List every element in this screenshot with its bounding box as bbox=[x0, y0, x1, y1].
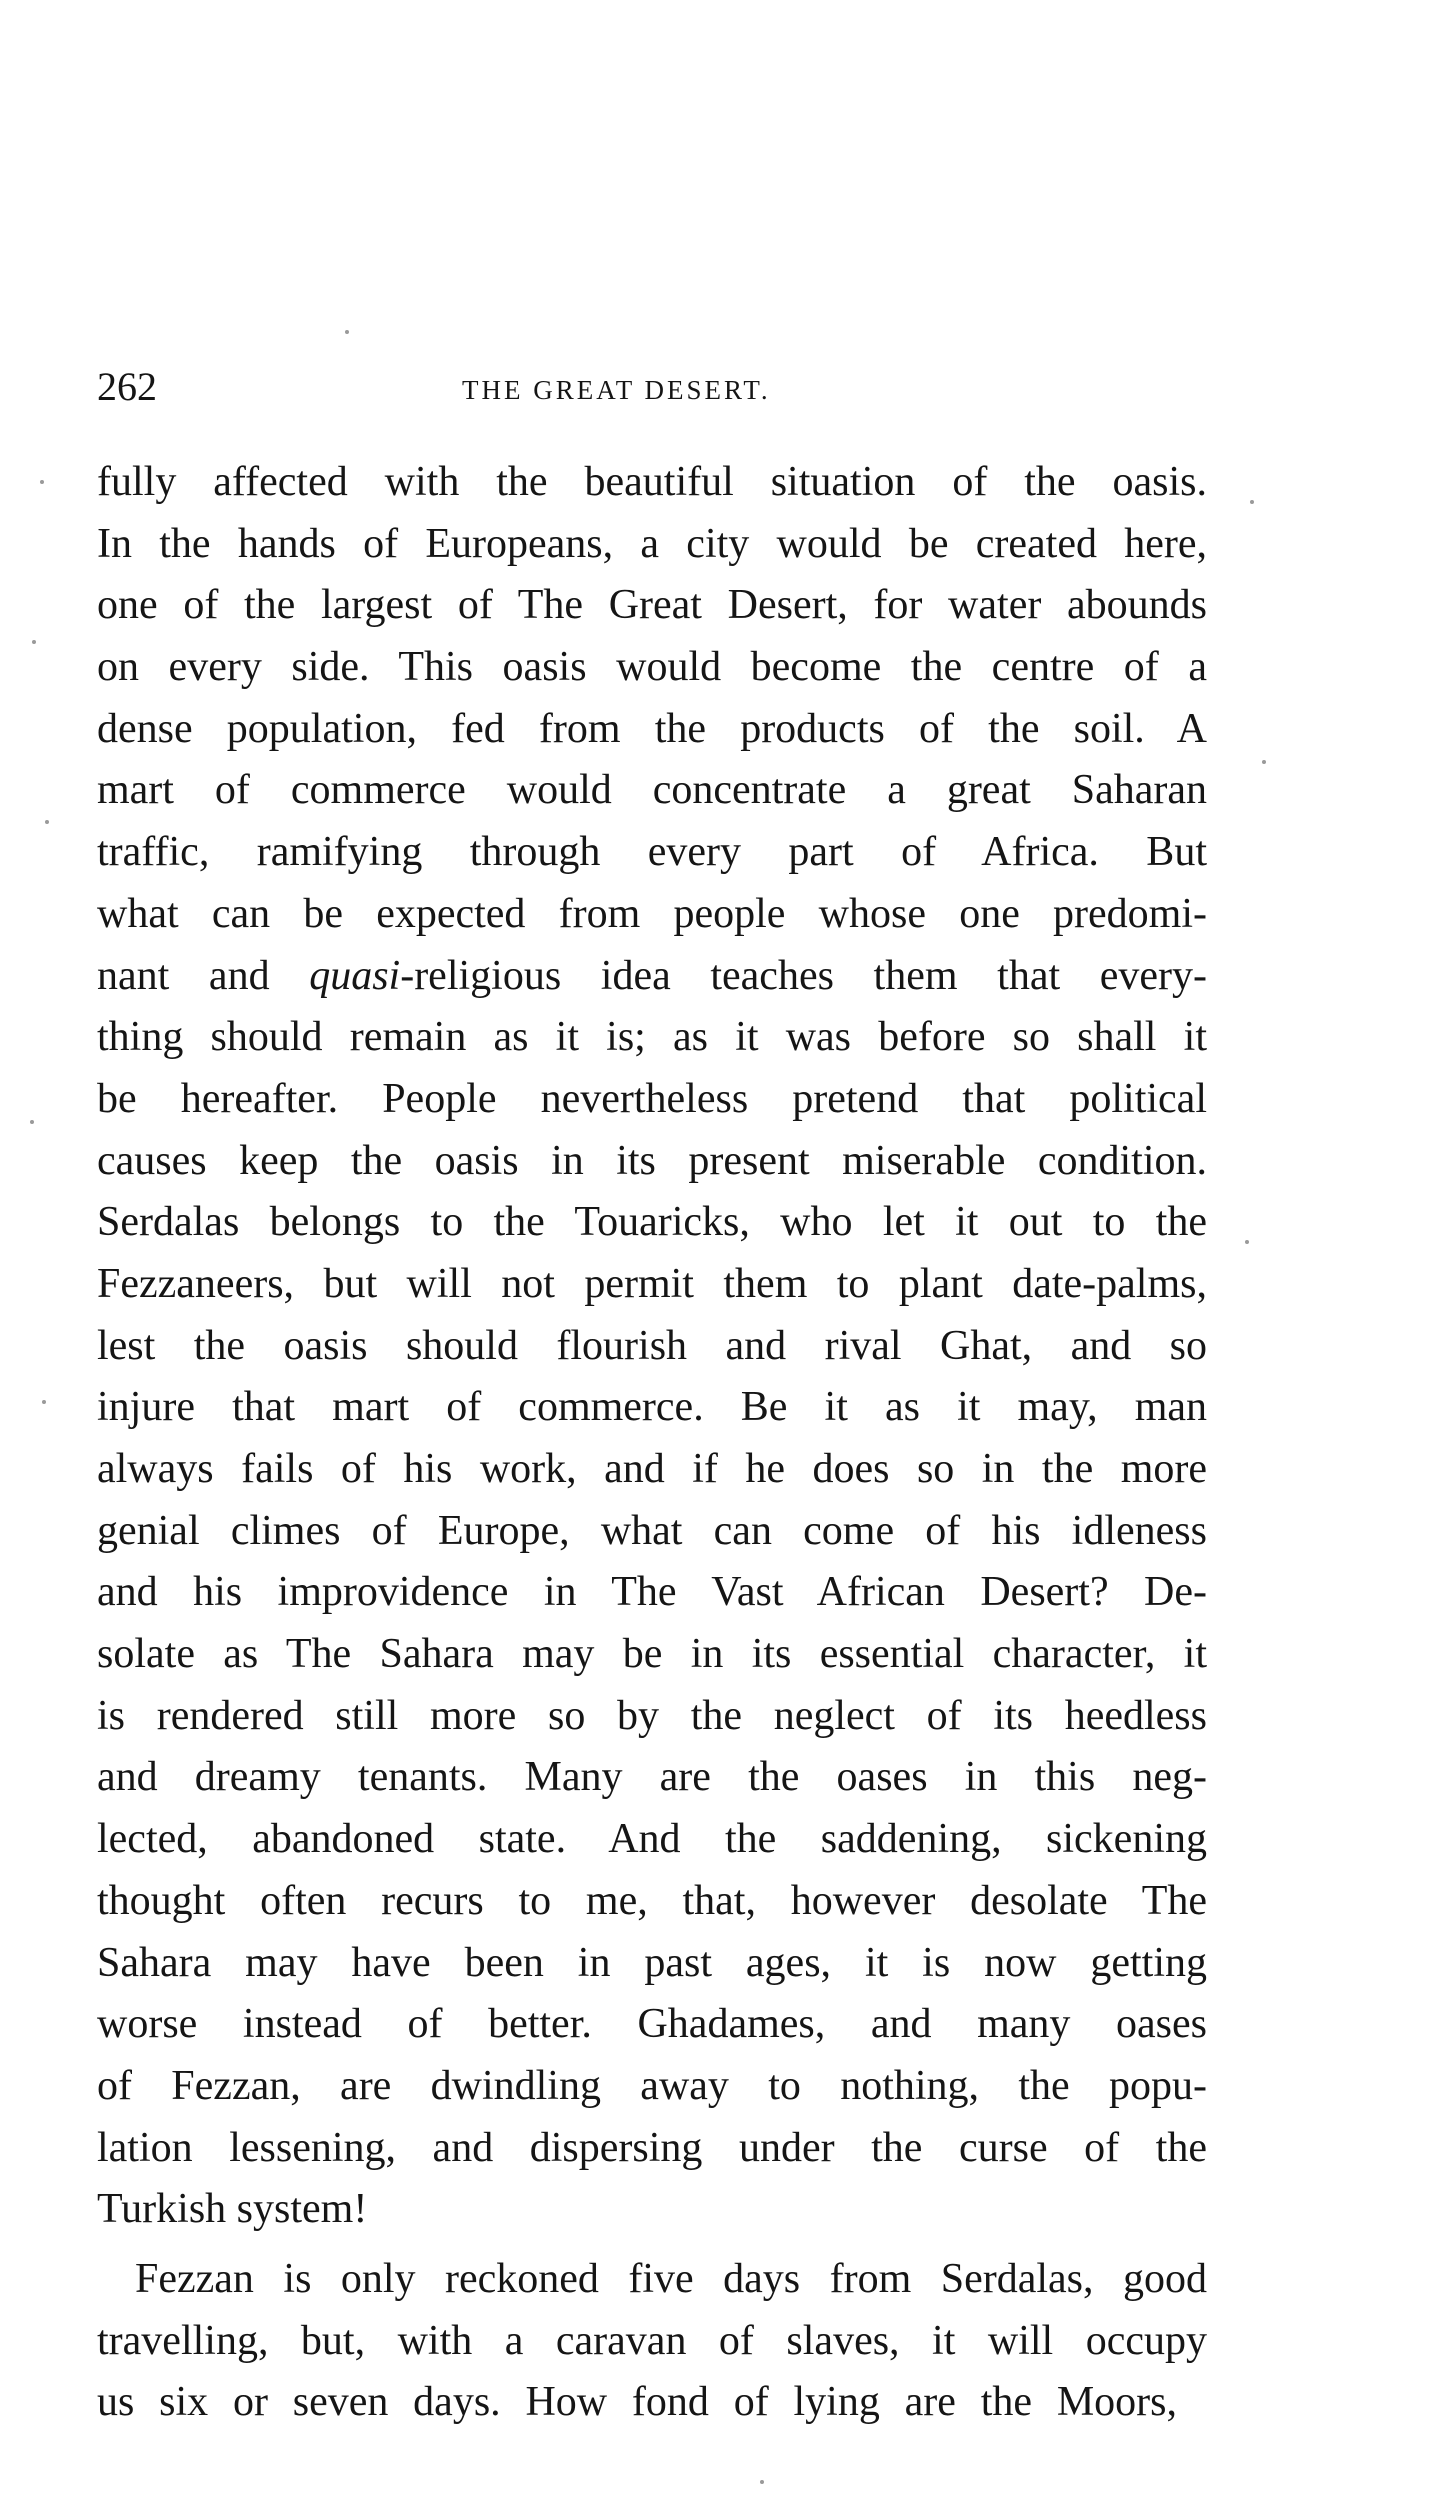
text-line: lected, abandoned state. And the saddening, sickening bbox=[97, 1816, 1207, 1863]
text-line: Fezzan is only reckoned five days from Serdalas, good bbox=[135, 2255, 1207, 2302]
text-line: thought often recurs to me, that, however desolate The bbox=[97, 1877, 1207, 1924]
text-line: dense population, fed from the products of the soil. A bbox=[97, 705, 1207, 752]
text-line: Sahara may have been in past ages, it is now getting bbox=[97, 1939, 1207, 1986]
text-line: on every side. This oasis would become the centre of a bbox=[97, 644, 1207, 691]
text-line: one of the largest of The Great Desert, for water abounds bbox=[97, 582, 1207, 629]
text-line: always fails of his work, and if he does so in the more bbox=[97, 1446, 1207, 1492]
body-text bbox=[97, 452, 1207, 2434]
print-speck bbox=[32, 640, 36, 644]
text-line: be hereafter. People nevertheless pretend that political bbox=[97, 1075, 1207, 1122]
print-speck bbox=[1250, 500, 1254, 504]
print-speck bbox=[30, 1120, 34, 1124]
text-line: and dreamy tenants. Many are the oases in this neg- bbox=[97, 1754, 1207, 1801]
text-line: fully affected with the beautiful situation of the oasis. bbox=[97, 459, 1207, 505]
print-speck bbox=[1262, 760, 1266, 764]
print-speck bbox=[345, 330, 349, 334]
text-line: genial climes of Europe, what can come of his idleness bbox=[97, 1507, 1207, 1554]
running-title: THE GREAT DESERT. bbox=[462, 375, 771, 405]
text-line: injure that mart of commerce. Be it as it may, man bbox=[97, 1384, 1207, 1431]
text-line: In the hands of Europeans, a city would be created here, bbox=[97, 520, 1207, 567]
print-speck bbox=[42, 1400, 46, 1404]
italic-word: quasi bbox=[309, 952, 401, 999]
text-line: what can be expected from people whose one predomi- bbox=[97, 890, 1207, 937]
page-number: 262 bbox=[97, 364, 157, 409]
text-line: Serdalas belongs to the Touaricks, who let it out to the bbox=[97, 1199, 1207, 1246]
text-line: Fezzaneers, but will not permit them to plant date-palms, bbox=[97, 1260, 1207, 1307]
text-line: lest the oasis should flourish and rival Ghat, and so bbox=[97, 1322, 1207, 1369]
text-line: us six or seven days. How fond of lying are the Moors, bbox=[97, 2379, 1177, 2426]
text-line: traffic, ramifying through every part of Africa. But bbox=[97, 829, 1207, 876]
print-speck bbox=[40, 480, 44, 484]
text-line: lation lessening, and dispersing under the curse of the bbox=[97, 2124, 1207, 2171]
text-line: thing should remain as it is; as it was before so shall it bbox=[97, 1014, 1207, 1061]
text-line: worse instead of better. Ghadames, and many oases bbox=[97, 2001, 1207, 2048]
print-speck bbox=[760, 2480, 764, 2484]
text-line: mart of commerce would concentrate a great Saharan bbox=[97, 767, 1207, 814]
text-line: travelling, but, with a caravan of slaves, it will occupy bbox=[97, 2317, 1207, 2364]
line-segment: -religious idea teaches them that every- bbox=[400, 952, 1207, 999]
text-line-italic bbox=[97, 946, 1207, 1008]
text-line: and his improvidence in The Vast African Desert? De- bbox=[97, 1569, 1207, 1616]
line-segment: nant and bbox=[97, 952, 310, 999]
text-line: causes keep the oasis in its present miserable condition. bbox=[97, 1137, 1207, 1184]
text-line: of Fezzan, are dwindling away to nothing, the popu- bbox=[97, 2062, 1207, 2109]
paragraph-end-line: Turkish system! bbox=[97, 2186, 368, 2233]
text-line: is rendered still more so by the neglect of its heedless bbox=[97, 1692, 1207, 1739]
print-speck bbox=[1245, 1240, 1249, 1244]
text-line: solate as The Sahara may be in its essential character, it bbox=[97, 1631, 1207, 1678]
print-speck bbox=[45, 820, 49, 824]
page-header bbox=[97, 362, 1197, 412]
